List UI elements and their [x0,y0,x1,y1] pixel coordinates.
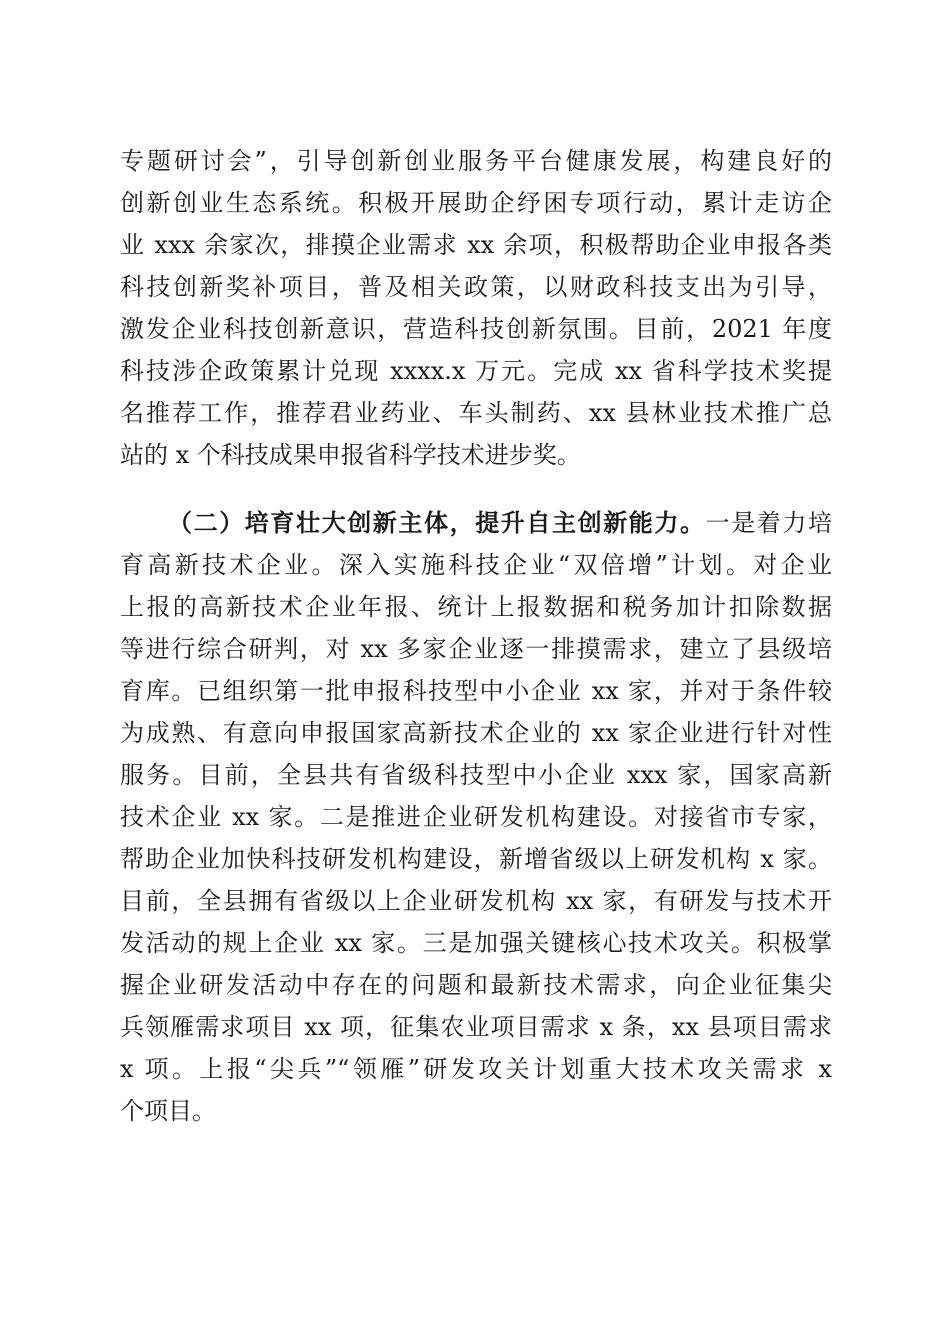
text-line: 育高新技术企业。深入实施科技企业“双倍增”计划。对企业 [120,551,832,579]
text-line: 握企业研发活动中存在的问题和最新技术需求，向企业征集尖 [120,971,832,999]
text-line: 激发企业科技创新意识，营造科技创新氛围。目前，2021 年度 [120,315,832,343]
text-line: 业 xxx 余家次，排摸企业需求 xx 余项，积极帮助企业申报各类 [120,231,832,259]
text-line: 上报的高新技术企业年报、统计上报数据和税务加计扣除数据 [120,593,832,621]
paragraph-2 [120,502,832,1132]
text-line: 技术企业 xx 家。二是推进企业研发机构建设。对接省市专家， [120,803,832,831]
text-line: 专题研讨会”，引导创新创业服务平台健康发展，构建良好的 [120,147,832,175]
text-fragment: 一是着力培 [705,509,832,537]
text-line: 个项目。 [120,1097,216,1125]
section-heading: （二）培育壮大创新主体，提升自主创新能力。 [168,508,706,537]
text-line: x 项。上报“尖兵”“领雁”研发攻关计划重大技术攻关需求 x [120,1055,832,1083]
text-line: 科技创新奖补项目，普及相关政策，以财政科技支出为引导， [120,273,832,301]
text-line: 服务。目前，全县共有省级科技型中小企业 xxx 家，国家高新 [120,761,832,789]
text-line: 等进行综合研判，对 xx 多家企业逐一排摸需求，建立了县级培 [120,635,832,663]
text-line: 育库。已组织第一批申报科技型中小企业 xx 家，并对于条件较 [120,677,832,705]
paragraph-1 [120,140,832,476]
paragraph-2-first-line [120,502,832,544]
text-line: 发活动的规上企业 xx 家。三是加强关键核心技术攻关。积极掌 [120,929,832,957]
text-line: 名推荐工作，推荐君业药业、车头制药、xx 县林业技术推广总 [120,399,832,427]
text-line: 目前，全县拥有省级以上企业研发机构 xx 家，有研发与技术开 [120,887,832,915]
text-line: 站的 x 个科技成果申报省科学技术进步奖。 [120,441,581,469]
text-line: 创新创业生态系统。积极开展助企纾困专项行动，累计走访企 [120,189,832,217]
text-line: 为成熟、有意向申报国家高新技术企业的 xx 家企业进行针对性 [120,719,832,747]
text-line: 兵领雁需求项目 xx 项，征集农业项目需求 x 条，xx 县项目需求 [120,1013,832,1041]
text-line: 科技涉企政策累计兑现 xxxx.x 万元。完成 xx 省科学技术奖提 [120,357,832,385]
text-line: 帮助企业加快科技研发机构建设，新增省级以上研发机构 x 家。 [120,845,832,873]
